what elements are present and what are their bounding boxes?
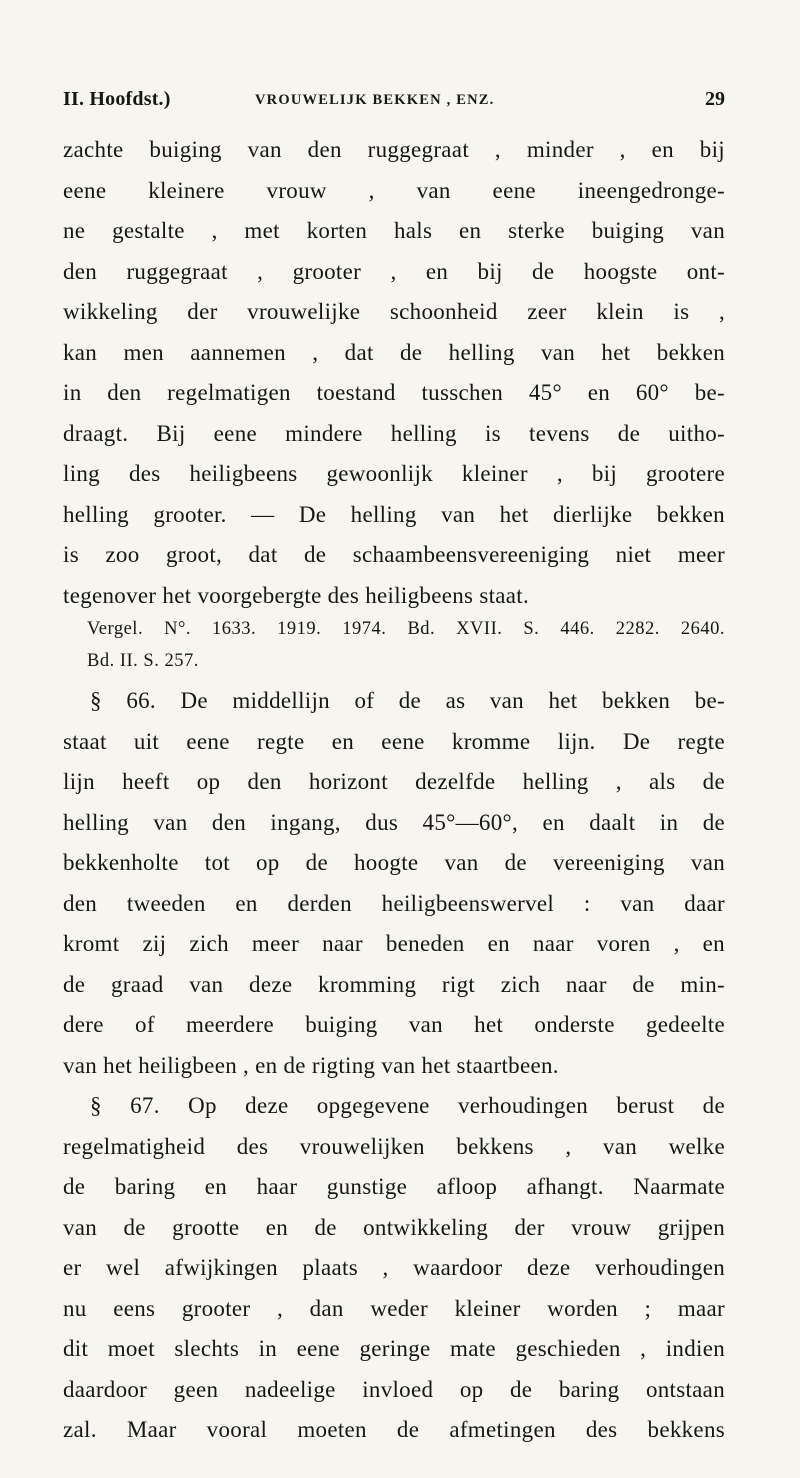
text-line: bekkenholte tot op de hoogte van de vereeniging van	[63, 850, 725, 875]
text-line: den tweeden en derden heiligbeenswervel : van daar	[63, 890, 725, 916]
paragraph-section-66	[63, 681, 725, 1086]
chapter-reference: II. Hoofdst.)	[63, 88, 171, 110]
text-line: van de grootte en de ontwikkeling der vrouw grijpen	[63, 1214, 725, 1240]
text-line: in den regelmatigen toestand tusschen 45° en 60° be-	[63, 380, 725, 405]
text-line: helling grooter. — De helling van het dierlijke bekken	[63, 501, 725, 527]
text-line: kromt zij zich meer naar beneden en naar voren , en	[63, 931, 725, 956]
text-line: nu eens grooter , dan weder kleiner worden ; maar	[63, 1295, 725, 1321]
text-line: daardoor geen nadeelige invloed op de baring ontstaan	[63, 1376, 725, 1402]
body-text	[63, 130, 725, 1451]
page-number: 29	[705, 88, 725, 110]
text-line: draagt. Bij eene mindere helling is tevens de uitho-	[63, 420, 725, 446]
text-line: dit moet slechts in eene geringe mate geschieden , indien	[63, 1336, 725, 1361]
running-header	[63, 88, 725, 114]
text-line: helling van den ingang, dus 45°—60°, en daalt in de	[63, 809, 725, 835]
text-line: ling des heiligbeens gewoonlijk kleiner , bij grootere	[63, 461, 725, 486]
text-line: kan men aannemen , dat de helling van het bekken	[63, 339, 725, 365]
text-line: van het heiligbeen , en de rigting van het staartbeen.	[63, 1052, 559, 1078]
text-line: eene kleinere vrouw , van eene ineengedronge-	[63, 177, 725, 203]
note-line: Bd. II. S. 257.	[87, 651, 199, 671]
note-line: Vergel. N°. 1633. 1919. 1974. Bd. XVII. S. 446. 2282. 2640.	[87, 619, 725, 639]
text-line: § 67. Op deze opgegevene verhoudingen berust de	[90, 1093, 725, 1118]
text-line: zal. Maar vooral moeten de afmetingen des bekkens	[63, 1417, 725, 1442]
text-line: ne gestalte , met korten hals en sterke buiging van	[63, 218, 725, 243]
paragraph-continuation	[63, 130, 725, 616]
text-line: den ruggegraat , grooter , en bij de hoogste ont-	[63, 258, 725, 284]
text-line: staat uit eene regte en eene kromme lijn. De regte	[63, 728, 725, 754]
text-line: zachte buiging van den ruggegraat , minder , en bij	[63, 137, 725, 162]
cross-reference-note	[63, 613, 725, 677]
text-line: de graad van deze kromming rigt zich naar de min-	[63, 971, 725, 997]
text-line: dere of meerdere buiging van het onderste gedeelte	[63, 1012, 725, 1037]
text-line: regelmatigheid des vrouwelijken bekkens , van welke	[63, 1133, 725, 1159]
text-line: tegenover het voorgebergte des heiligbeens staat.	[63, 582, 530, 608]
paragraph-section-67	[63, 1086, 725, 1451]
text-line: wikkeling der vrouwelijke schoonheid zeer klein is ,	[63, 299, 725, 324]
text-line: er wel afwijkingen plaats , waardoor deze verhoudingen	[63, 1255, 725, 1280]
text-line: lijn heeft op den horizont dezelfde helling , als de	[63, 769, 725, 794]
text-line: § 66. De middellijn of de as van het bekken be-	[90, 688, 725, 713]
section-title: VROUWELIJK BEKKEN , ENZ.	[255, 92, 495, 108]
text-line: de baring en haar gunstige afloop afhangt. Naarmate	[63, 1174, 725, 1199]
text-line: is zoo groot, dat de schaambeensvereeniging niet meer	[63, 542, 725, 567]
